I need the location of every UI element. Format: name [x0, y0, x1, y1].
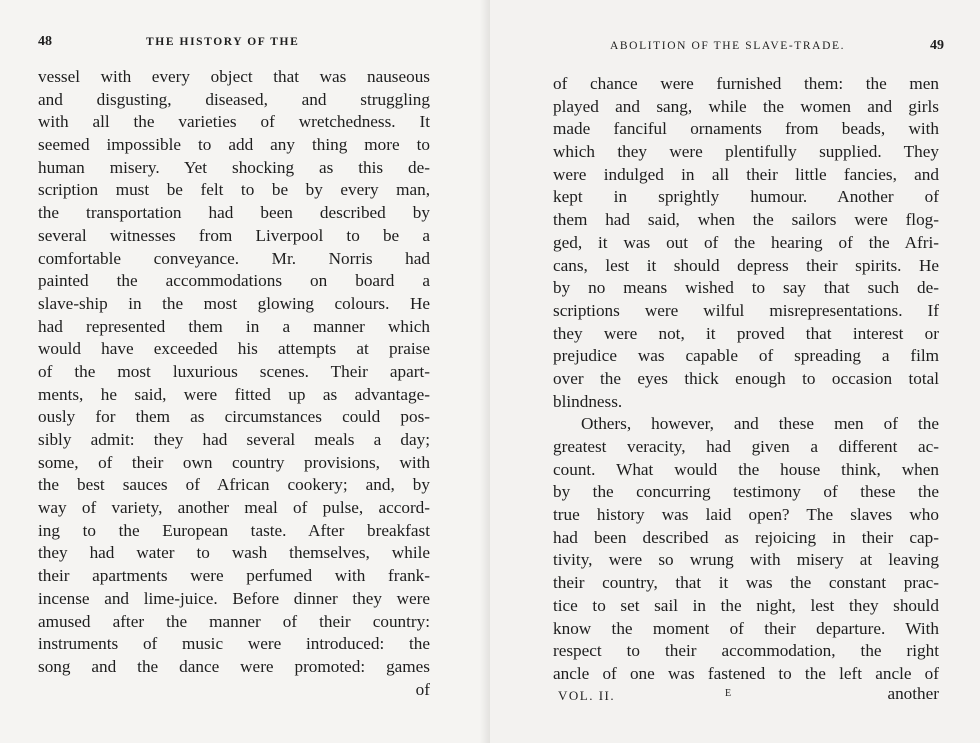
text-line: by the concurring testimony of these the: [553, 482, 939, 502]
signature-mark: E: [725, 688, 733, 699]
catchword: of: [415, 679, 430, 699]
text-line: had been described as rejoicing in their cap-: [553, 527, 939, 547]
text-line: sibly admit: they had several meals a day;: [38, 430, 430, 449]
left-page-header: [38, 36, 428, 58]
text-line: respect to their accommodation, the right: [553, 641, 939, 661]
text-line: over the eyes thick enough to occasion total: [553, 368, 939, 388]
text-line: cans, lest it should depress their spirits. He: [553, 255, 939, 275]
text-line: human misery. Yet shocking as this de-: [38, 157, 430, 177]
text-line: they were not, it proved that interest or: [553, 323, 939, 343]
text-line: comfortable conveyance. Mr. Norris had: [38, 248, 430, 268]
text-line: ged, it was out of the hearing of the Afri-: [553, 232, 939, 252]
text-line: vessel with every object that was nauseous: [38, 67, 430, 86]
text-line: scription must be felt to be by every man,: [38, 180, 430, 200]
page-number: 49: [930, 38, 944, 53]
text-line: painted the accommodations on board a: [38, 271, 430, 291]
text-line: with all the varieties of wretchedness. It: [38, 112, 430, 132]
text-line: ously for them as circumstances could pos-: [38, 407, 430, 427]
text-line: incense and lime-juice. Before dinner they were: [38, 588, 430, 608]
text-line: their apartments were perfumed with frank-: [38, 566, 430, 586]
text-line: count. What would the house think, when: [553, 459, 939, 479]
text-line: them had said, when the sailors were flog-: [553, 210, 939, 230]
text-line: instruments of music were introduced: the: [38, 634, 430, 654]
text-line: scriptions were wilful misrepresentations. If: [553, 300, 939, 320]
text-line: way of variety, another meal of pulse, accord-: [38, 498, 430, 518]
text-line: the best sauces of African cookery; and, by: [38, 475, 430, 495]
text-line: seemed impossible to add any thing more to: [38, 135, 430, 155]
text-line: slave-ship in the most glowing colours. He: [38, 293, 430, 313]
text-line: played and sang, while the women and girls: [553, 96, 939, 116]
text-line: had represented them in a manner which: [38, 316, 430, 336]
text-line: some, of their own country provisions, with: [38, 452, 430, 472]
text-line: would have exceeded his attempts at praise: [38, 339, 430, 359]
right-page-text: [553, 73, 939, 686]
text-line: of chance were furnished them: the men: [553, 74, 939, 93]
text-line: prejudice was capable of spreading a film: [553, 346, 939, 366]
text-line: ments, he said, were fitted up as advantage-: [38, 384, 430, 404]
text-line: were indulged in all their little fancies, and: [553, 164, 939, 184]
text-line: kept in sprightly humour. Another of: [553, 187, 939, 207]
text-line: tivity, were so wrung with misery at leaving: [553, 550, 939, 570]
right-page-footer: [553, 684, 939, 710]
text-line: made fanciful ornaments from beads, with: [553, 119, 939, 139]
running-head: ABOLITION OF THE SLAVE-TRADE.: [610, 40, 846, 52]
left-page-text: [38, 66, 430, 701]
text-line: and disgusting, diseased, and struggling: [38, 89, 430, 109]
text-line: of the most luxurious scenes. Their apart-: [38, 361, 430, 381]
text-line: which they were plentifully supplied. They: [553, 142, 939, 162]
catchword: another: [887, 684, 939, 703]
text-line: Others, however, and these men of the: [581, 414, 939, 434]
text-line: amused after the manner of their country:: [38, 611, 430, 631]
text-line: ing to the European taste. After breakfast: [38, 520, 430, 540]
text-line: song and the dance were promoted: games: [38, 656, 430, 676]
text-line: ancle of one was fastened to the left ancle of: [553, 663, 939, 683]
right-page-header: [552, 36, 944, 58]
text-line: tice to set sail in the night, lest they should: [553, 595, 939, 615]
running-head: THE HISTORY OF THE: [146, 36, 300, 48]
volume-signature: VOL. II.: [558, 688, 616, 703]
text-line: by no means wished to say that such de-: [553, 278, 939, 298]
right-page: [490, 0, 980, 743]
text-line: the transportation had been described by: [38, 203, 430, 223]
text-line: blindness.: [553, 391, 623, 411]
text-line: know the moment of their departure. With: [553, 618, 939, 638]
text-line: their country, that it was the constant prac-: [553, 573, 939, 593]
text-line: they had water to wash themselves, while: [38, 543, 430, 563]
text-line: true history was laid open? The slaves who: [553, 505, 939, 525]
text-line: several witnesses from Liverpool to be a: [38, 225, 430, 245]
page-number: 48: [38, 34, 52, 49]
text-line: greatest veracity, had given a different ac-: [553, 437, 939, 456]
